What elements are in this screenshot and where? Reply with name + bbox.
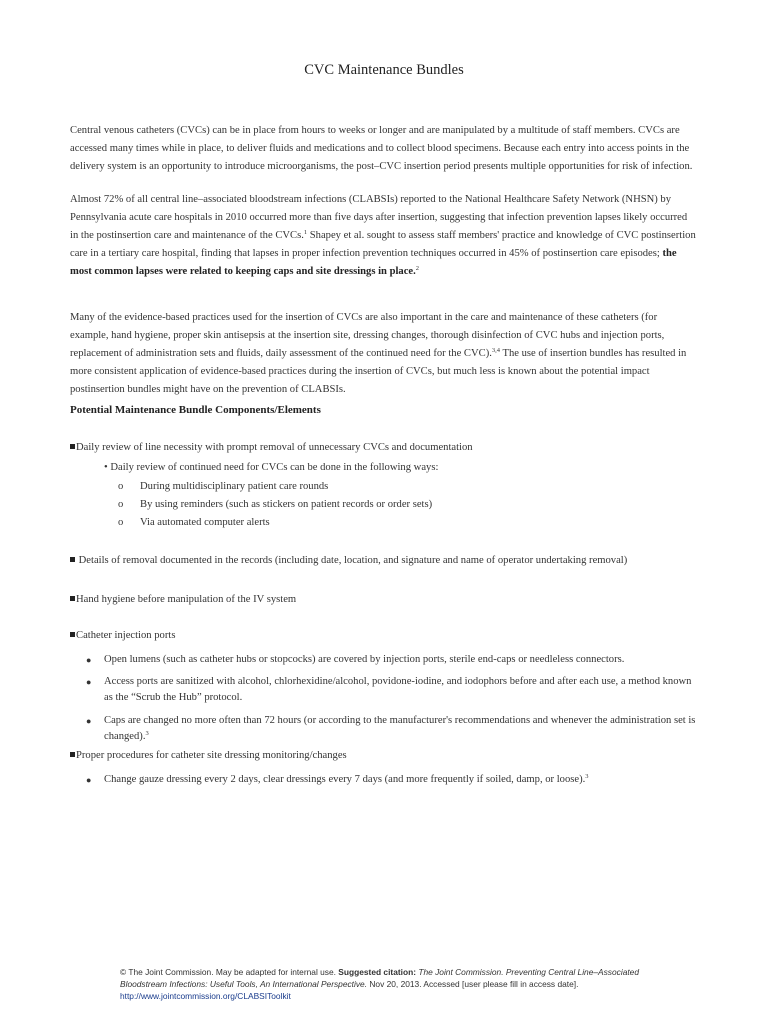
practices-paragraph [70, 309, 698, 399]
intro-text: Central venous catheters (CVCs) can be in place from hours to weeks or longer and are manipulated by a multitude of staff members. CVCs are accessed many times while in place, to deliver fluids and medications and to collect blood specimens. Because each entry into access points in the delivery system is an opportunity to introduce microorganisms, the post–CVC insertion period presents multiple opportunities for risk of infection. [70, 125, 693, 172]
bundle-item-text: Details of removal documented in the records (including date, location, and signature and name of operator undertaking removal) [76, 555, 628, 566]
list-item [86, 713, 698, 745]
option-text: Via automated computer alerts [140, 517, 270, 528]
list-item [86, 772, 698, 788]
statistics-text-a: Almost 72% of all central line–associated bloodstream infections (CLABSIs) reported to the National Healthcare Safety Network (NHSN) by Pennsylvania acute care hospitals in 2010 occurred more than five days after insertion, suggesting that infection prevention lapses likely occurred in the postinsertion care and maintenance of the CVCs. [70, 194, 688, 241]
option-text: By using reminders (such as stickers on patient records or order sets) [140, 499, 433, 510]
circle-bullet-icon: o [118, 481, 124, 492]
citation-title: The Joint Commission. Preventing Central Line–Associated Bloodstream Infections: Useful Tools, An International Perspective. [120, 967, 639, 989]
option-item [118, 499, 432, 510]
bundle-item-injection-ports [70, 630, 175, 641]
dot-bullet-icon: ● [86, 655, 92, 665]
list-item [86, 674, 698, 706]
list-item-text [104, 772, 698, 788]
bundle-item-text: Proper procedures for catheter site dressing monitoring/changes [76, 750, 347, 761]
statistics-emphasis: the most common lapses were related to keeping caps and site dressings in place. [70, 248, 677, 277]
footnote-ref-3-4: 3,4 [491, 347, 501, 354]
circle-bullet-icon: o [118, 517, 124, 528]
bundle-item-line-necessity [70, 442, 473, 453]
list-item-text: Access ports are sanitized with alcohol, chlorhexidine/alcohol, povidone-iodine, and iodophors before and after each use, a method known as the “Scrub the Hub” protocol. [104, 676, 692, 703]
footnote-ref-3: 3 [585, 773, 589, 780]
list-item [86, 652, 698, 668]
option-item [118, 517, 270, 528]
circle-bullet-icon: o [118, 499, 124, 510]
statistics-text-b: Shapey et al. sought to assess staff members' practice and knowledge of CVC postinsertion care in a tertiary care hospital, finding that lapses in proper infection prevention techniques occurred in 45% of postinsertion care episodes; [70, 230, 696, 259]
list-item-text: Open lumens (such as catheter hubs or stopcocks) are covered by injection ports, sterile end-caps or needleless connectors. [104, 654, 625, 665]
toolkit-link[interactable]: http://www.jointcommission.org/CLABSIToolkit [120, 991, 291, 1001]
square-bullet-icon [70, 444, 75, 449]
practices-text-b: The use of insertion bundles has resulted in more consistent application of evidence-based practices during the insertion of CVCs, but much less is known about the potential impact postinsertion bundles might have on the prevention of CLABSIs. [70, 348, 687, 395]
dot-bullet-icon: ● [86, 775, 92, 785]
sub-item-daily-review: • Daily review of continued need for CVCs can be done in the following ways: [104, 462, 439, 473]
bundle-item-dressing [70, 750, 347, 761]
option-item [118, 481, 328, 492]
caps-text: Caps are changed no more often than 72 hours (or according to the manufacturer's recommendations and whenever the administration set is changed). [104, 715, 696, 742]
option-text: During multidisciplinary patient care rounds [140, 481, 329, 492]
bundle-item-removal-details [70, 555, 627, 566]
intro-paragraph [70, 122, 698, 176]
bundle-item-text: Catheter injection ports [76, 630, 176, 641]
dressing-text: Change gauze dressing every 2 days, clear dressings every 7 days (and more frequently if soiled, damp, or loose). [104, 774, 586, 785]
square-bullet-icon [70, 557, 75, 562]
square-bullet-icon [70, 596, 75, 601]
footnote-ref-1: 1 [303, 229, 308, 236]
square-bullet-icon [70, 752, 75, 757]
bundle-item-text: Hand hygiene before manipulation of the IV system [76, 594, 297, 605]
footnote-ref-2: 2 [415, 265, 420, 272]
list-item-text [104, 713, 698, 745]
dot-bullet-icon: ● [86, 716, 92, 726]
square-bullet-icon [70, 632, 75, 637]
page-title: CVC Maintenance Bundles [304, 62, 464, 78]
bundle-item-hand-hygiene [70, 594, 296, 605]
statistics-paragraph [70, 191, 698, 281]
footnote-ref-3: 3 [145, 730, 149, 737]
citation-date: Nov 20, 2013. Accessed [user please fill in access date]. [367, 979, 579, 989]
section-heading: Potential Maintenance Bundle Components/Elements [70, 404, 321, 416]
dot-bullet-icon: ● [86, 677, 92, 687]
practices-text-a: Many of the evidence-based practices used for the insertion of CVCs are also important in the care and maintenance of these catheters (for example, hand hygiene, proper skin antisepsis at the insertion site, dressing changes, thorough disinfection of CVC hubs and injection ports, replacement of administration sets and fluids, daily assessment of the continued need for the CVC). [70, 312, 665, 359]
citation-footer [120, 966, 680, 1002]
bundle-item-text: Daily review of line necessity with prompt removal of unnecessary CVCs and documentation [76, 442, 473, 453]
citation-label: Suggested citation: [338, 967, 417, 977]
copyright-text: © The Joint Commission. May be adapted for internal use. [120, 967, 339, 977]
